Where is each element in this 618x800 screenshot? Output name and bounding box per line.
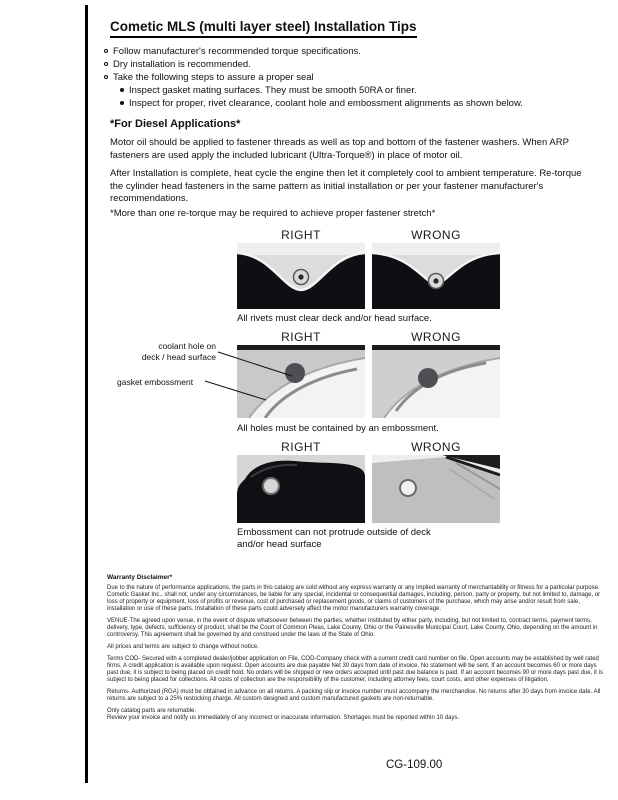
- wrong-label: WRONG: [411, 330, 461, 344]
- disclaimer-paragraph: Review your invoice and notify us immediately of any incorrect or inaccurate information. Shortages must be reported within 10 days.: [107, 715, 460, 721]
- right-label: RIGHT: [281, 440, 321, 454]
- diagram-hole-embossment-right: [237, 345, 365, 418]
- right-label: RIGHT: [281, 228, 321, 242]
- diagram-hole-embossment-wrong: [372, 345, 500, 418]
- list-item: [104, 58, 594, 71]
- disclaimer-heading: Warranty Disclaimer*: [107, 574, 173, 581]
- dot-bullet-icon: [120, 88, 124, 92]
- tip-text: Follow manufacturer's recommended torque specifications.: [113, 46, 361, 57]
- diesel-applications-heading: *For Diesel Applications*: [110, 118, 241, 130]
- tip-text: Dry installation is recommended.: [113, 59, 251, 70]
- coolant-hole-annotation: [126, 341, 216, 362]
- tip-text: Take the following steps to assure a proper seal: [113, 72, 314, 83]
- list-item: [104, 45, 594, 58]
- page-edge-line: [85, 5, 88, 783]
- annotation-text: deck / head surface: [141, 351, 216, 362]
- list-item: [120, 84, 594, 97]
- diagram-rivet-clearance-right: [237, 243, 365, 309]
- disclaimer-paragraph: All prices and terms are subject to change without notice.: [107, 644, 259, 650]
- gasket-embossment-annotation: gasket embossment: [117, 377, 194, 387]
- diagram-caption: All holes must be contained by an embossment.: [237, 423, 439, 434]
- annotation-text: coolant hole on: [158, 341, 216, 351]
- list-item: [120, 97, 594, 110]
- warranty-disclaimer-section: [107, 574, 609, 727]
- wrong-label: WRONG: [411, 440, 461, 454]
- circle-bullet-icon: [104, 49, 108, 53]
- disclaimer-paragraph: Returns- Authorized (RGA) must be obtained in advance on all returns. A packing slip or invoice number must accompany the merchandise. No returns after 30 days from invoice date. All returns are subject to a 25% restocking charge. All custom designed and custom manufactured gaskets are non-returnable.: [107, 689, 601, 702]
- diagram-caption: All rivets must clear deck and/or head surface.: [237, 313, 432, 324]
- retorque-note: *More than one re-torque may be required to achieve proper fastener stretch*: [110, 208, 436, 219]
- circle-bullet-icon: [104, 75, 108, 79]
- diesel-paragraph: Motor oil should be applied to fastener threads as well as top and bottom of the fastener washers. When ARP fasteners are used apply the included lubricant (Ultra-Torque®) in place of motor oil.: [110, 137, 569, 161]
- circle-bullet-icon: [104, 62, 108, 66]
- tip-text: Inspect gasket mating surfaces. They must be smooth 50RA or finer.: [129, 85, 417, 96]
- page-title: Cometic MLS (multi layer steel) Installation Tips: [110, 19, 417, 38]
- wrong-label: WRONG: [411, 228, 461, 242]
- diagram-embossment-protrusion-wrong: [372, 455, 500, 523]
- disclaimer-paragraph: VENUE-The agreed upon venue, in the event of dispute whatsoever between the parties, whether instituted by either party, including, but not limited to, contract terms, payment terms, delivery, type, defects, sufficiency of product, shall be the Court of Common Pleas, Lake County, Ohio or the Painesville Municipal Court, Lake County, Ohio, depending on the amount in controversy. This agreement shall be governed by and construed under the laws of the State of Ohio.: [107, 618, 598, 638]
- right-label: RIGHT: [281, 330, 321, 344]
- list-item: [104, 71, 594, 84]
- disclaimer-paragraph: Only catalog parts are returnable.: [107, 708, 197, 714]
- diagram-rivet-clearance-wrong: [372, 243, 500, 309]
- diagram-embossment-protrusion-right: [237, 455, 365, 523]
- dot-bullet-icon: [120, 101, 124, 105]
- diagram-caption: Embossment can not protrude outside of deck and/or head surface: [237, 527, 431, 550]
- disclaimer-paragraph: Due to the nature of performance applications, the parts in this catalog are sold without any express warranty or any implied warranty of merchantability or fitness for a particular purpose. Cometic Gasket Inc., shall not, under any circumstances, be liable for any special, incidental or consequential damages, including, person, party or property, but not limited to, damage, or loss of property or equipment, loss of profits or revenue, cost of purchased or replacement goods, or claims of customers of the purchase, which may arise and/or result from sale, installation or use of these parts. Installation of these parts could adversely affect the motor manufacturers warranty coverage.: [107, 585, 601, 612]
- page-number: CG-109.00: [386, 759, 443, 771]
- disclaimer-paragraph: Terms COD- Secured with a completed dealer/jobber application on File, COD-Company check with a current credit card number on file. Open accounts may be established by well rated firms. A credit application is available upon request. Open accounts are due payable Net 30 days from date of invoice. No statement will be sent. If an account becomes 60 or more days past due, it is subject to being placed on credit hold. No orders will be shipped or new orders accepted until past due balance is paid. If an account becomes 90 or more days past due, it is subject to being placed for collections. All costs of collection are the responsibility of the customer, including attorney fees, court costs, and other expenses of litigation.: [107, 656, 603, 683]
- diesel-paragraph: After Installation is complete, heat cycle the engine then let it completely cool to ambient temperature. Re-torque the cylinder head fasteners in the same pattern as initial installation or per your fastener manufacturer's recommendations.: [110, 168, 582, 204]
- tip-text: Inspect for proper, rivet clearance, coolant hole and embossment alignments as shown below.: [129, 98, 523, 109]
- installation-tips-list: [104, 45, 594, 110]
